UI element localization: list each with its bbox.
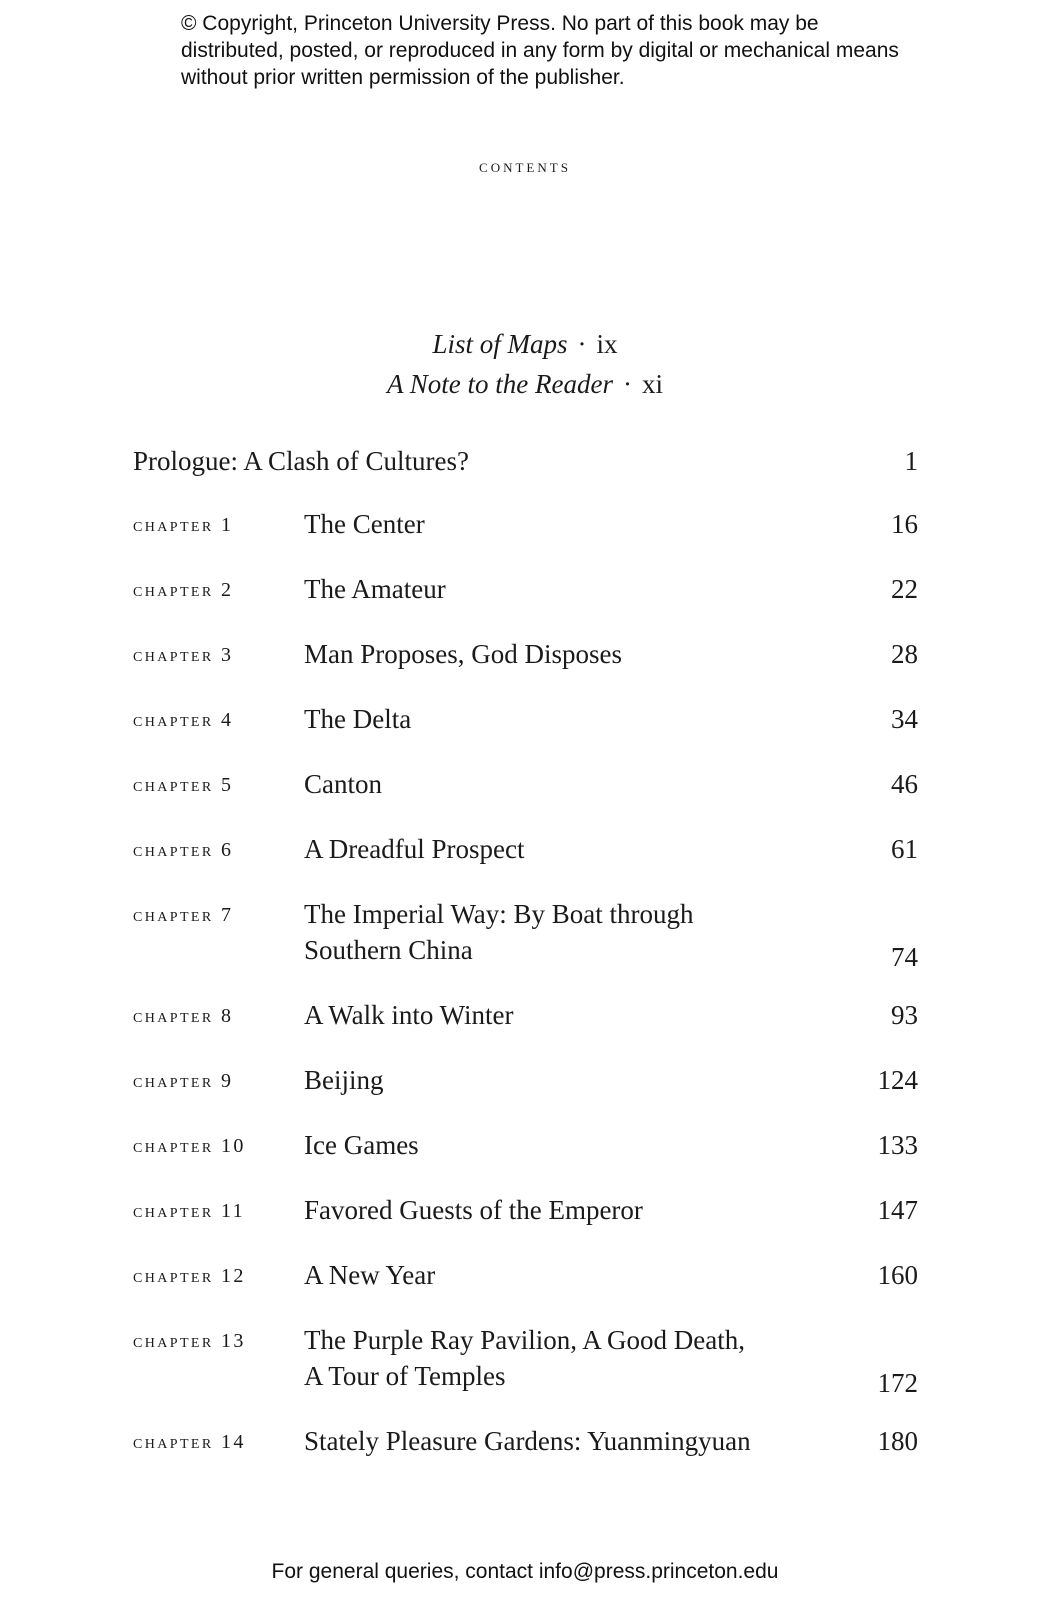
front-matter-page: ix: [596, 329, 618, 359]
chapter-label: chapter 12: [133, 1265, 246, 1287]
chapter-title: Beijing: [304, 1065, 384, 1095]
chapter-entry[interactable]: [133, 636, 918, 701]
chapter-title: The Delta: [304, 704, 412, 734]
chapter-page: 93: [891, 1000, 918, 1030]
chapter-label: chapter 6: [133, 839, 234, 861]
prologue-page: 1: [904, 446, 918, 476]
chapter-title: Canton: [304, 769, 382, 799]
chapter-page: 16: [891, 509, 918, 539]
chapter-label: chapter 2: [133, 579, 234, 601]
chapter-entry[interactable]: [133, 1423, 918, 1488]
front-matter-item[interactable]: [0, 324, 1050, 364]
chapter-entry[interactable]: [133, 1322, 918, 1423]
front-matter-separator: ·: [577, 329, 587, 359]
chapter-label: chapter 3: [133, 644, 234, 666]
chapter-label: chapter 9: [133, 1070, 234, 1092]
chapter-title: The Center: [304, 509, 425, 539]
chapter-page: 133: [877, 1130, 918, 1160]
chapter-page: 28: [891, 639, 918, 669]
chapter-label: chapter 8: [133, 1005, 234, 1027]
chapter-entry[interactable]: [133, 506, 918, 571]
chapter-title: Man Proposes, God Disposes: [304, 639, 623, 669]
chapter-label: chapter 4: [133, 709, 234, 731]
chapter-page: 46: [891, 769, 918, 799]
front-matter-title: List of Maps: [432, 329, 568, 359]
chapter-entry[interactable]: [133, 997, 918, 1062]
chapter-title-line: The Imperial Way: By Boat through: [304, 899, 694, 929]
chapter-label: chapter 14: [133, 1431, 246, 1453]
chapter-title-line: The Purple Ray Pavilion, A Good Death,: [304, 1325, 745, 1355]
chapter-title-line: A Tour of Temples: [304, 1361, 506, 1391]
chapter-page: 22: [891, 574, 918, 604]
footer-contact: For general queries, contact info@press.princeton.edu: [271, 1560, 779, 1583]
chapter-entry[interactable]: [133, 1192, 918, 1257]
chapter-entry[interactable]: [133, 1257, 918, 1322]
front-matter-separator: ·: [622, 369, 632, 399]
chapter-entry[interactable]: [133, 766, 918, 831]
chapter-title: A Walk into Winter: [304, 1000, 514, 1030]
chapter-entry[interactable]: [133, 571, 918, 636]
front-matter-item[interactable]: [0, 364, 1050, 404]
chapter-label: chapter 1: [133, 514, 234, 536]
chapter-title: A New Year: [304, 1260, 436, 1290]
chapter-label: chapter 13: [133, 1330, 246, 1352]
chapter-title: Favored Guests of the Emperor: [304, 1195, 643, 1225]
chapter-title: [304, 896, 824, 968]
contents-heading: contents: [479, 156, 571, 177]
chapter-page: 34: [891, 704, 918, 734]
chapter-list: [133, 506, 918, 1488]
chapter-title: Stately Pleasure Gardens: Yuanmingyuan: [304, 1426, 751, 1456]
chapter-page: 160: [877, 1260, 918, 1290]
prologue-title: Prologue: A Clash of Cultures?: [133, 446, 469, 476]
chapter-page: 74: [891, 942, 918, 972]
chapter-page: 61: [891, 834, 918, 864]
chapter-entry[interactable]: [133, 701, 918, 766]
chapter-title: Ice Games: [304, 1130, 419, 1160]
copyright-notice: © Copyright, Princeton University Press. No part of this book may be distributed, posted, or reproduced in any form by digital or mechanical means without prior written permission of the publisher.: [181, 12, 899, 89]
chapter-title: The Amateur: [304, 574, 446, 604]
front-matter-list: [0, 324, 1050, 404]
front-matter-title: A Note to the Reader: [387, 369, 613, 399]
chapter-label: chapter 5: [133, 774, 234, 796]
chapter-page: 147: [877, 1195, 918, 1225]
chapter-entry[interactable]: [133, 896, 918, 997]
chapter-label: chapter 10: [133, 1135, 246, 1157]
chapter-page: 172: [877, 1368, 918, 1398]
chapter-label: chapter 7: [133, 904, 234, 926]
chapter-page: 124: [877, 1065, 918, 1095]
chapter-label: chapter 11: [133, 1200, 246, 1222]
chapter-title: A Dreadful Prospect: [304, 834, 525, 864]
chapter-title: [304, 1322, 824, 1394]
prologue-entry[interactable]: [133, 441, 918, 481]
chapter-page: 180: [877, 1426, 918, 1456]
chapter-entry[interactable]: [133, 831, 918, 896]
front-matter-page: xi: [641, 369, 663, 399]
chapter-entry[interactable]: [133, 1062, 918, 1127]
chapter-title-line: Southern China: [304, 935, 473, 965]
chapter-entry[interactable]: [133, 1127, 918, 1192]
